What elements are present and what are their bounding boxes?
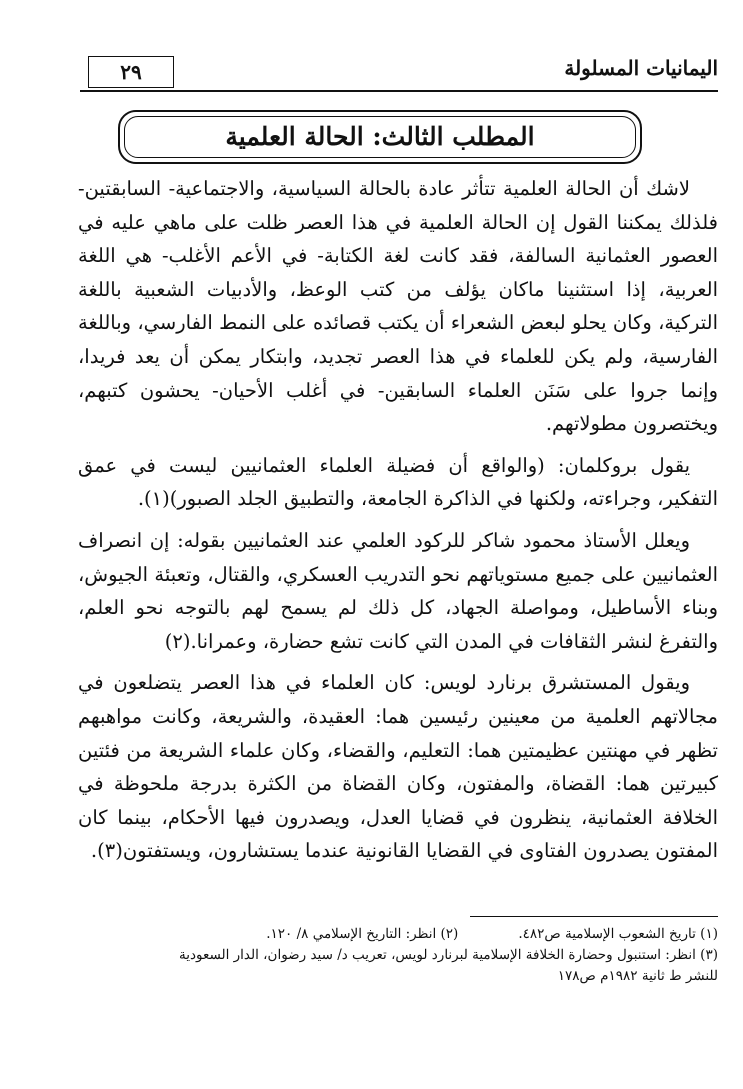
footnote-3-line-2: للنشر ط ثانية ١٩٨٢م ص١٧٨	[557, 968, 718, 984]
section-title: المطلب الثالث: الحالة العلمية	[225, 122, 535, 151]
body-text	[78, 172, 718, 875]
paragraph-scientific-state: لاشك أن الحالة العلمية تتأثر عادة بالحالة السياسية، والاجتماعية- السابقتين- فلذلك يمكننا القول إن الحالة العلمية في هذا العصر ظلت على ماهي عليه في العصور العثمانية السالفة، فقد كانت لغة الكتابة- في الأعم الأغلب- هي اللغة العربية، إذا استثنينا ماكان يؤلف من كتب الوعظ، والأدبيات الشعبية باللغة التركية، وكان يحلو لبعض الشعراء أن يكتب قصائده على النمط الفارسي، وباللغة الفارسية، ولم يكن للعلماء في هذا العصر تجديد، وابتكار يمكن أن يعد فريدا، وإنما جروا على سَنَن العلماء السابقين- في أغلب الأحيان- يحشون كتبهم، ويختصرون مطولاتهم.	[78, 177, 718, 436]
paragraph-bernard-lewis: ويقول المستشرق برنارد لويس: كان العلماء في هذا العصر يتضلعون في مجالاتهم العلمية من معينين رئيسين هما: العقيدة، والشريعة، وكانت مواهبهم تظهر في مهنتين عظيمتين هما: التعليم، والقضاء، وكان علماء الشريعة من فئتين كبيرتين هما: القضاة، والمفتون، وكان القضاة من الكثرة بدرجة ملحوظة في الخلافة العثمانية، ينظرون في قضايا العدل، ويصدرون فيها الأحكام، بينما كان المفتون يصدرون الفتاوى في القضايا القانونية عندما يستشارون، ويستفتون(٣).	[78, 671, 718, 863]
footnote-divider	[470, 916, 718, 917]
page-number: ٢٩	[88, 56, 174, 88]
paragraph-brockelmann-quote: يقول بروكلمان: (والواقع أن فضيلة العلماء العثمانيين ليست في عمق التفكير، وجراءته، ولكنها في الذاكرة الجامعة، والتطبيق الجلد الصبور)(١).	[78, 453, 718, 511]
footnote-2: (٢) انظر: التاريخ الإسلامي ٨/ ١٢٠.	[266, 926, 459, 942]
footnotes	[78, 924, 718, 987]
footnote-3-line-1: (٣) انظر: استنبول وحضارة الخلافة الإسلامية لبرنارد لويس، تعريب د/ سيد رضوان، الدار السعودية	[178, 947, 718, 963]
footnote-1: (١) تاريخ الشعوب الإسلامية ص٤٨٢.	[518, 926, 718, 942]
header-rule	[80, 90, 718, 92]
section-title-frame	[118, 110, 642, 164]
footnote-row-1-2	[78, 924, 718, 945]
running-title: اليمانيات المسلولة	[564, 56, 718, 80]
page-header	[80, 50, 718, 92]
paragraph-mahmoud-shaker: ويعلل الأستاذ محمود شاكر للركود العلمي عند العثمانيين بقوله: إن انصراف العثمانيين على جميع مستوياتهم نحو التدريب العسكري، والقتال، وتعبئة الجيوش، وبناء الأساطيل، ومواصلة الجهاد، كل ذلك لم يسمح لهم بالتوجه نحو العلم، والتفرغ لنشر الثقافات في المدن التي كانت تشع حضارة، وعمرانا.(٢)	[78, 528, 718, 653]
